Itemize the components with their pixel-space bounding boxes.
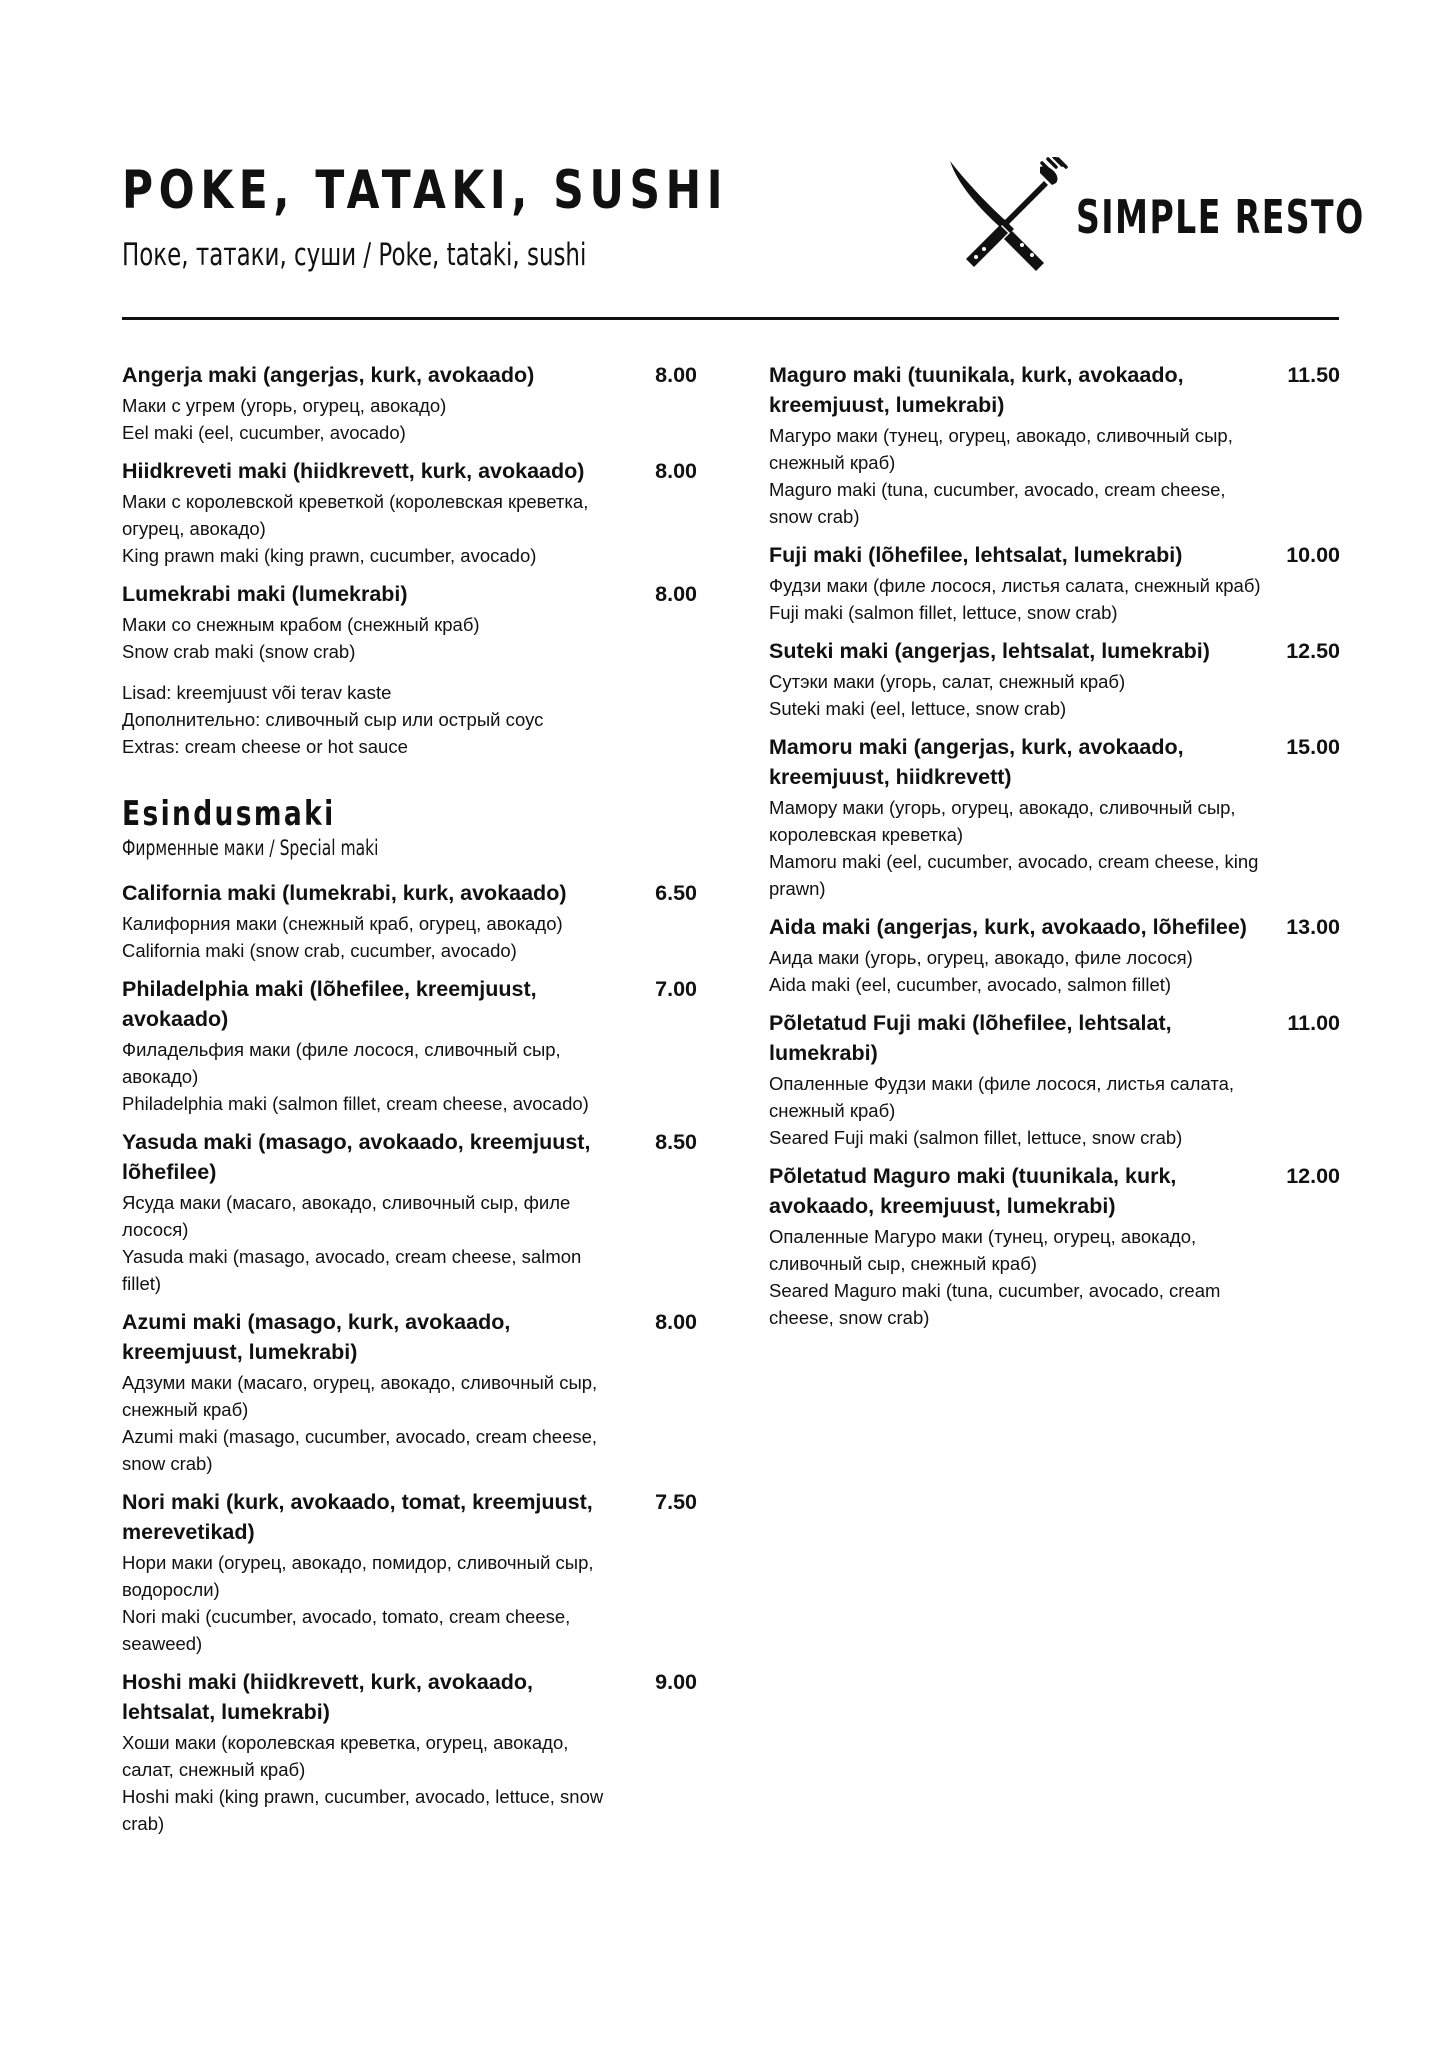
menu-item-price: 11.00 bbox=[1287, 1011, 1340, 1035]
menu-item-header bbox=[122, 878, 697, 908]
menu-item-description-ru: Маки с угрем (угорь, огурец, авокадо) bbox=[122, 395, 447, 416]
menu-item-description-en: Aida maki (eel, cucumber, avocado, salmon fillet) bbox=[769, 974, 1172, 995]
menu-item-description-ru: Адзуми маки (масаго, огурец, авокадо, сливочный сыр, снежный краб) bbox=[122, 1372, 598, 1420]
menu-item-description-ru: Фудзи маки (филе лосося, листья салата, снежный краб) bbox=[769, 575, 1261, 596]
menu-item bbox=[769, 1008, 1340, 1151]
menu-item-price: 12.50 bbox=[1286, 639, 1340, 663]
menu-item-name: Põletatud Maguro maki (tuunikala, kurk, avokaado, kreemjuust, lumekrabi) bbox=[769, 1164, 1177, 1218]
menu-item-name: Nori maki (kurk, avokaado, tomat, kreemjuust, merevetikad) bbox=[122, 1490, 593, 1544]
menu-item-description-en: California maki (snow crab, cucumber, avocado) bbox=[122, 940, 517, 961]
menu-item-header bbox=[122, 1487, 697, 1547]
menu-item-description-en: Azumi maki (masago, cucumber, avocado, cream cheese, snow crab) bbox=[122, 1426, 598, 1474]
menu-item-price: 13.00 bbox=[1286, 915, 1340, 939]
menu-item-name: Azumi maki (masago, kurk, avokaado, kreemjuust, lumekrabi) bbox=[122, 1310, 511, 1364]
menu-item-description-en: Nori maki (cucumber, avocado, tomato, cream cheese, seaweed) bbox=[122, 1606, 571, 1654]
menu-item-description-ru: Сутэки маки (угорь, салат, снежный краб) bbox=[769, 671, 1126, 692]
menu-item-description-ru: Маки со снежным крабом (снежный краб) bbox=[122, 614, 480, 635]
menu-item-header bbox=[769, 1008, 1340, 1068]
menu-item bbox=[769, 360, 1340, 530]
page-title: POKE, TATAKI, SUSHI bbox=[122, 160, 729, 221]
menu-item-header bbox=[769, 636, 1340, 666]
extras-note bbox=[122, 679, 697, 760]
menu-item bbox=[769, 732, 1340, 902]
menu-item bbox=[122, 1487, 697, 1657]
menu-item-name: Hoshi maki (hiidkrevett, kurk, avokaado, lehtsalat, lumekrabi) bbox=[122, 1670, 534, 1724]
menu-item-description-en: Suteki maki (eel, lettuce, snow crab) bbox=[769, 698, 1067, 719]
special-section-header bbox=[122, 794, 697, 860]
extras-ru: Дополнительно: сливочный сыр или острый соус bbox=[122, 709, 544, 730]
menu-item-price: 9.00 bbox=[655, 1670, 697, 1694]
menu-item-description-ru: Опаленные Магуро маки (тунец, огурец, авокадо, сливочный сыр, снежный краб) bbox=[769, 1226, 1197, 1274]
menu-item-price: 8.00 bbox=[655, 582, 697, 606]
menu-item bbox=[122, 1307, 697, 1477]
premium-maki-list bbox=[769, 360, 1340, 1331]
menu-item-name: Yasuda maki (masago, avokaado, kreemjuust, lõhefilee) bbox=[122, 1130, 591, 1184]
menu-item bbox=[769, 636, 1340, 722]
menu-item-name: Fuji maki (lõhefilee, lehtsalat, lumekrabi) bbox=[769, 543, 1183, 567]
menu-item-name: Maguro maki (tuunikala, kurk, avokaado, kreemjuust, lumekrabi) bbox=[769, 363, 1184, 417]
menu-item-header bbox=[122, 1307, 697, 1367]
page-subtitle: Поке, татаки, суши / Poke, tataki, sushi bbox=[122, 237, 587, 273]
menu-item-header bbox=[769, 360, 1340, 420]
left-column bbox=[122, 360, 697, 1847]
menu-item-header bbox=[769, 732, 1340, 792]
menu-item-description-ru: Маки с королевской креветкой (королевская креветка, огурец, авокадо) bbox=[122, 491, 589, 539]
menu-item-description-en: Seared Fuji maki (salmon fillet, lettuce, snow crab) bbox=[769, 1127, 1183, 1148]
menu-item-name: Lumekrabi maki (lumekrabi) bbox=[122, 582, 408, 606]
menu-item-price: 7.50 bbox=[655, 1490, 697, 1514]
menu-item-header bbox=[122, 456, 697, 486]
menu-item-name: Hiidkreveti maki (hiidkrevett, kurk, avokaado) bbox=[122, 459, 585, 483]
menu-item bbox=[122, 1127, 697, 1297]
menu-item-name: Suteki maki (angerjas, lehtsalat, lumekrabi) bbox=[769, 639, 1210, 663]
menu-item-price: 8.50 bbox=[655, 1130, 697, 1154]
menu-item-price: 10.00 bbox=[1286, 543, 1340, 567]
menu-item-description-ru: Аида маки (угорь, огурец, авокадо, филе лосося) bbox=[769, 947, 1193, 968]
menu-item bbox=[122, 360, 697, 446]
menu-item-name: Põletatud Fuji maki (lõhefilee, lehtsalat, lumekrabi) bbox=[769, 1011, 1172, 1065]
menu-item-description-ru: Филадельфия маки (филе лосося, сливочный сыр, авокадо) bbox=[122, 1039, 561, 1087]
menu-item-description-en: Eel maki (eel, cucumber, avocado) bbox=[122, 422, 406, 443]
special-maki-list bbox=[122, 878, 697, 1837]
menu-item-header bbox=[122, 974, 697, 1034]
menu-item-header bbox=[769, 1161, 1340, 1221]
menu-item-price: 6.50 bbox=[655, 881, 697, 905]
menu-item bbox=[122, 1667, 697, 1837]
menu-item-description-en: King prawn maki (king prawn, cucumber, avocado) bbox=[122, 545, 537, 566]
menu-item-price: 8.00 bbox=[655, 459, 697, 483]
menu-item-price: 8.00 bbox=[655, 363, 697, 387]
menu-item-name: Aida maki (angerjas, kurk, avokaado, lõhefilee) bbox=[769, 915, 1247, 939]
menu-item-header bbox=[122, 579, 697, 609]
menu-item bbox=[769, 540, 1340, 626]
menu-item-header bbox=[769, 912, 1340, 942]
menu-item-name: California maki (lumekrabi, kurk, avokaado) bbox=[122, 881, 567, 905]
menu-item-name: Angerja maki (angerjas, kurk, avokaado) bbox=[122, 363, 535, 387]
menu-item-price: 11.50 bbox=[1287, 363, 1340, 387]
menu-item-description-ru: Нори маки (огурец, авокадо, помидор, сливочный сыр, водоросли) bbox=[122, 1552, 594, 1600]
menu-item-description-en: Mamoru maki (eel, cucumber, avocado, cream cheese, king prawn) bbox=[769, 851, 1259, 899]
menu-item-description-en: Philadelphia maki (salmon fillet, cream cheese, avocado) bbox=[122, 1093, 589, 1114]
menu-item-description-ru: Мамору маки (угорь, огурец, авокадо, сливочный сыр, королевская креветка) bbox=[769, 797, 1236, 845]
crossed-knife-fork-icon bbox=[944, 157, 1068, 275]
section-subtitle: Фирменные маки / Special maki bbox=[122, 836, 379, 860]
menu-item-name: Mamoru maki (angerjas, kurk, avokaado, kreemjuust, hiidkrevett) bbox=[769, 735, 1184, 789]
menu-item-price: 8.00 bbox=[655, 1310, 697, 1334]
right-column bbox=[769, 360, 1340, 1341]
menu-item-description-ru: Опаленные Фудзи маки (филе лосося, листья салата, снежный краб) bbox=[769, 1073, 1235, 1121]
menu-item-price: 12.00 bbox=[1286, 1164, 1340, 1188]
menu-item-header bbox=[122, 1127, 697, 1187]
menu-item-description-en: Maguro maki (tuna, cucumber, avocado, cream cheese, snow crab) bbox=[769, 479, 1226, 527]
menu-item bbox=[122, 579, 697, 665]
maki-list bbox=[122, 360, 697, 665]
menu-item bbox=[769, 1161, 1340, 1331]
menu-item-description-ru: Хоши маки (королевская креветка, огурец, авокадо, салат, снежный краб) bbox=[122, 1732, 569, 1780]
menu-item-header bbox=[122, 1667, 697, 1727]
menu-item-description-en: Seared Maguro maki (tuna, cucumber, avocado, cream cheese, snow crab) bbox=[769, 1280, 1221, 1328]
menu-item-name: Philadelphia maki (lõhefilee, kreemjuust, avokaado) bbox=[122, 977, 537, 1031]
extras-et: Lisad: kreemjuust või terav kaste bbox=[122, 682, 392, 703]
menu-item bbox=[122, 878, 697, 964]
menu-item-description-ru: Ясуда маки (масаго, авокадо, сливочный сыр, филе лосося) bbox=[122, 1192, 571, 1240]
menu-item-description-ru: Магуро маки (тунец, огурец, авокадо, сливочный сыр, снежный краб) bbox=[769, 425, 1233, 473]
section-title: Esindusmaki bbox=[122, 794, 336, 834]
menu-item bbox=[122, 456, 697, 569]
extras-en: Extras: cream cheese or hot sauce bbox=[122, 736, 408, 757]
menu-item-description-en: Fuji maki (salmon fillet, lettuce, snow crab) bbox=[769, 602, 1118, 623]
menu-item-price: 7.00 bbox=[655, 977, 697, 1001]
menu-item-description-en: Snow crab maki (snow crab) bbox=[122, 641, 356, 662]
menu-item-description-ru: Калифорния маки (снежный краб, огурец, авокадо) bbox=[122, 913, 563, 934]
menu-item-header bbox=[769, 540, 1340, 570]
brand-logo-text: SIMPLE RESTO bbox=[1076, 190, 1365, 244]
menu-item bbox=[769, 912, 1340, 998]
menu-item-price: 15.00 bbox=[1286, 735, 1340, 759]
menu-item bbox=[122, 974, 697, 1117]
menu-item-description-en: Hoshi maki (king prawn, cucumber, avocado, lettuce, snow crab) bbox=[122, 1786, 604, 1834]
header-divider bbox=[122, 317, 1339, 320]
menu-item-description-en: Yasuda maki (masago, avocado, cream cheese, salmon fillet) bbox=[122, 1246, 582, 1294]
menu-item-header bbox=[122, 360, 697, 390]
